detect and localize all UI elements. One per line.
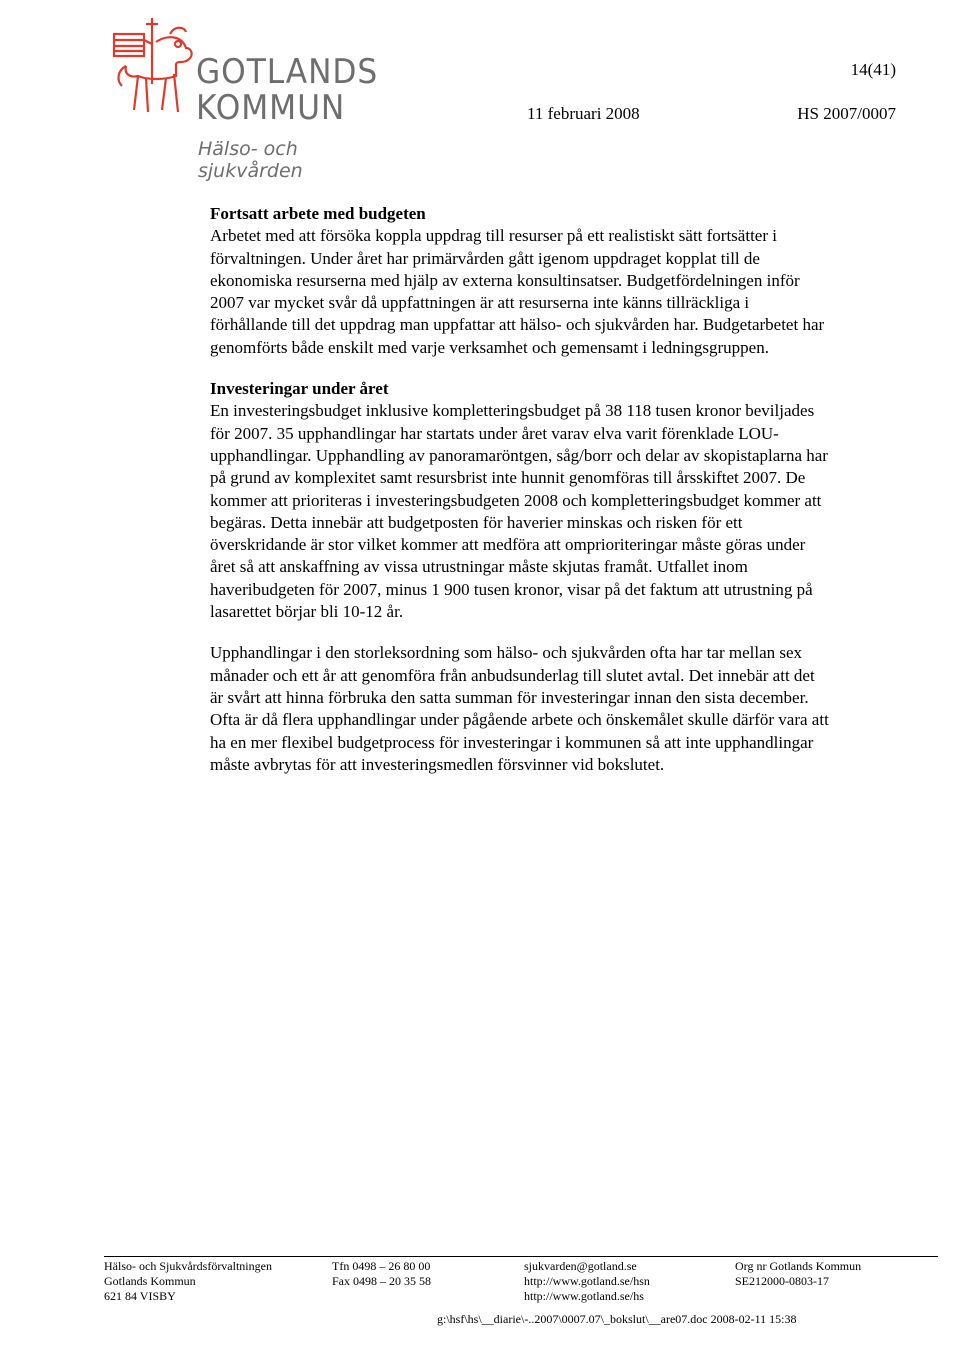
footer-web-link[interactable]: http://www.gotland.se/hs: [524, 1289, 644, 1303]
footer-line: 621 84 VISBY: [104, 1289, 176, 1303]
file-path: g:\hsf\hs\__diarie\-..2007\0007.07\_bokslut\__are07.doc 2008-02-11 15:38: [437, 1312, 797, 1326]
footer-line: Fax 0498 – 20 35 58: [332, 1274, 431, 1288]
section-heading-investments: Investeringar under året: [210, 379, 389, 399]
gotlands-kommun-logo: [108, 14, 398, 182]
paragraph-investments: En investeringsbudget inklusive kompletteringsbudget på 38 118 tusen kronor beviljades för 2007. 35 upphandlingar har startats under året varav elva varit förenklade LOU-upphandlingar. Upphandling av panoramaröntgen, såg/borr och delar av skopistaplarna har på grund av komplexitet samt resursbrist inte hunnit genomföras till årsskiftet 2007. De kommer att prioriteras i investeringsbudgeten 2008 och kompletteringsbudget kommer att begäras. Detta innebär att budgetposten för haverier minskas och risken för ett överskridande är stor vilket kommer att medföra att omprioriteringar måste göras under året så att anskaffning av vissa utrustningar måste skjutas framåt. Utfallet inom haveribudgeten för 2007, minus 1 900 tusen kronor, visar på det faktum att utrustning på lasarettet börjar bli 10-12 år.: [210, 401, 828, 622]
footer-web-link[interactable]: http://www.gotland.se/hsn: [524, 1274, 650, 1288]
footer-divider: [104, 1256, 938, 1257]
document-reference: HS 2007/0007: [797, 104, 896, 123]
logo-title-gotlands: GOTLANDS: [196, 52, 379, 92]
section-heading-budget: Fortsatt arbete med budgeten: [210, 204, 426, 223]
footer-address: [104, 1259, 272, 1304]
logo-subtitle: Hälso- och sjukvården: [198, 138, 303, 182]
page-number: 14(41): [850, 60, 896, 79]
footer-line: Gotlands Kommun: [104, 1274, 196, 1288]
footer-line: SE212000-0803-17: [735, 1274, 829, 1288]
footer-email-link[interactable]: sjukvarden@gotland.se: [524, 1259, 637, 1273]
lamb-emblem-icon: [108, 14, 198, 124]
document-date: 11 februari 2008: [527, 104, 640, 123]
footer-line: Hälso- och Sjukvårdsförvaltningen: [104, 1259, 272, 1273]
footer-line: Org nr Gotlands Kommun: [735, 1259, 862, 1273]
footer-web: [524, 1259, 650, 1304]
document-body: [210, 203, 830, 776]
paragraph-procurement: Upphandlingar i den storleksordning som hälso- och sjukvården ofta har tar mellan sex månader och ett år att genomföra från anbudsunderlag till slutet avtal. Det innebär att det är svårt att hinna förbruka den satta summan för investeringar innan den sista december. Ofta är då flera upphandlingar under pågående arbete och önskemålet skulle därför vara att ha en mer flexibel budgetprocess för investeringar i kommunen så att inte upphandlingar måste avbrytas för att investeringsmedlen försvinner vid bokslutet.: [210, 643, 829, 774]
footer-org: [735, 1259, 861, 1289]
footer-line: Tfn 0498 – 26 80 00: [332, 1259, 431, 1273]
paragraph-budget: Arbetet med att försöka koppla uppdrag till resurser på ett realistiskt sätt fortsätter i förvaltningen. Under året har primärvården gått igenom uppdraget kopplat till de ekonomiska resurserna med hjälp av externa konsultinsatser. Budgetfördelningen inför 2007 var mycket svår då uppfattningen är att resurserna inte känns tillräckliga i förhållande till det uppdrag man uppfattar att hälso- och sjukvården har. Budgetarbetet har genomförts både enskilt med varje verksamhet och gemensamt i ledningsgruppen.: [210, 226, 825, 357]
footer-phone: [332, 1259, 431, 1289]
logo-title-kommun: KOMMUN: [196, 88, 346, 128]
